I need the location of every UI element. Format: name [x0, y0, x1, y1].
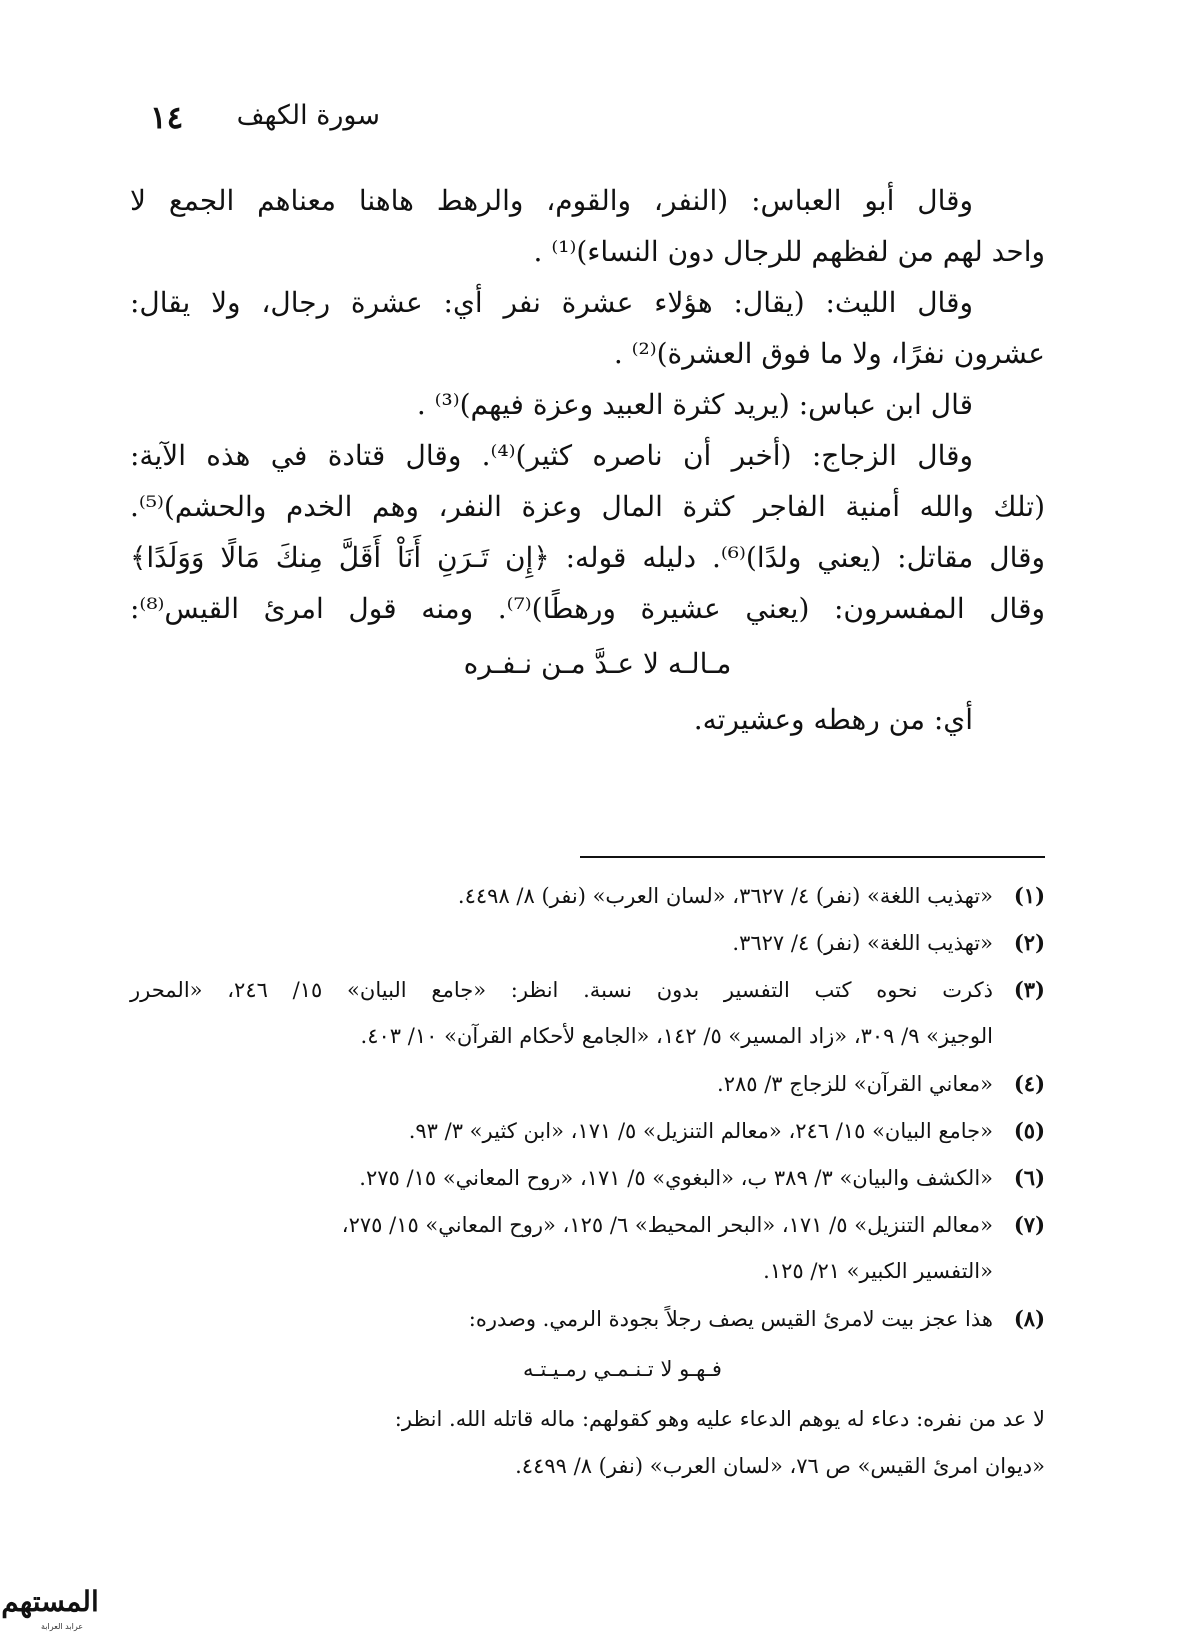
footnote-1: (١)«تهذيب اللغة» (نفر) ٤/ ٣٦٢٧، «لسان العرب» (نفر) ٨/ ٤٤٩٨. [457, 883, 1045, 908]
footnote-3: (٣)ذكرت نحوه كتب التفسير بدون نسبة. انظر: «جامع البيان» ١٥/ ٢٤٦، «المحرر [130, 977, 1045, 1002]
body-line: وقال الليث: (يقال: هؤلاء عشرة نفر أي: عشرة رجال، ولا يقال: [130, 286, 973, 319]
body-line: قال ابن عباس: (يريد كثرة العبيد وعزة فيهم)⁽³⁾ . [416, 388, 973, 421]
footnote-8: (٨)هذا عجز بيت لامرئ القيس يصف رجلاً بجودة الرمي. وصدره: [468, 1306, 1045, 1331]
svg-text:المستهم: المستهم [1, 1585, 99, 1618]
footnote-3-cont: الوجيز» ٩/ ٣٠٩، «زاد المسير» ٥/ ١٤٢، «الجامع لأحكام القرآن» ١٠/ ٤٠٣. [360, 1024, 993, 1048]
footnote-divider [580, 856, 1045, 858]
footnote-5: (٥)«جامع البيان» ١٥/ ٢٤٦، «معالم التنزيل» ٥/ ١٧١، «ابن كثير» ٣/ ٩٣. [408, 1118, 1045, 1143]
surah-title: سورة الكهف [236, 100, 380, 131]
footnote-verse: فـهـو لا تـنـمـي رمـيـتـه [523, 1357, 722, 1381]
footnote-4: (٤)«معاني القرآن» للزجاج ٣/ ٢٨٥. [717, 1071, 1045, 1096]
footnote-tail-line: «ديوان امرئ القيس» ص ٧٦، «لسان العرب» (نفر) ٨/ ٤٤٩٩. [515, 1454, 1045, 1478]
footnotes [130, 872, 1045, 1490]
footnote-tail-line: لا عد من نفره: دعاء له يوهم الدعاء عليه وهو كقولهم: ماله قاتله الله. انظر: [394, 1407, 1045, 1431]
page-number: ١٤ [150, 100, 184, 136]
body-line: وقال الزجاج: (أخبر أن ناصره كثير)⁽⁴⁾. وقال قتادة في هذه الآية: [130, 439, 974, 472]
publisher-logo [0, 1575, 100, 1637]
footnote-7-cont: «التفسير الكبير» ٢١/ ١٢٥. [763, 1259, 993, 1283]
body-line: وقال مقاتل: (يعني ولدًا)⁽⁶⁾. دليله قوله: ﴿إِن تَـرَنِ أَنَاْ أَقَلَّ مِنكَ مَالًا وَوَلَدًا﴾ [130, 541, 1045, 574]
body-line: وقال أبو العباس: (النفر، والقوم، والرهط هاهنا معناهم الجمع لا [130, 184, 974, 217]
footnote-7: (٧)«معالم التنزيل» ٥/ ١٧١، «البحر المحيط» ٦/ ١٢٥، «روح المعاني» ١٥/ ٢٧٥، [341, 1212, 1045, 1237]
footnote-2: (٢)«تهذيب اللغة» (نفر) ٤/ ٣٦٢٧. [732, 930, 1045, 955]
svg-text:عرابد العرابة: عرابد العرابة [40, 1622, 84, 1631]
footnote-6: (٦)«الكشف والبيان» ٣/ ٣٨٩ ب، «البغوي» ٥/ ١٧١، «روح المعاني» ١٥/ ٢٧٥. [359, 1165, 1045, 1190]
body-line: (تلك والله أمنية الفاجر كثرة المال وعزة النفر، وهم الخدم والحشم)⁽⁵⁾. [130, 490, 1045, 523]
main-text [130, 175, 1045, 745]
closing-line: أي: من رهطه وعشيرته. [693, 703, 973, 736]
body-line: واحد لهم من لفظهم للرجال دون النساء)⁽¹⁾ . [533, 235, 1045, 268]
body-line: عشرون نفرًا، ولا ما فوق العشرة)⁽²⁾ . [613, 337, 1045, 370]
poetry-verse: مـالـه لا عـدَّ مـن نـفـره [463, 647, 732, 680]
body-line: وقال المفسرون: (يعني عشيرة ورهطًا)⁽⁷⁾. ومنه قول امرئ القيس⁽⁸⁾: [130, 592, 1045, 625]
